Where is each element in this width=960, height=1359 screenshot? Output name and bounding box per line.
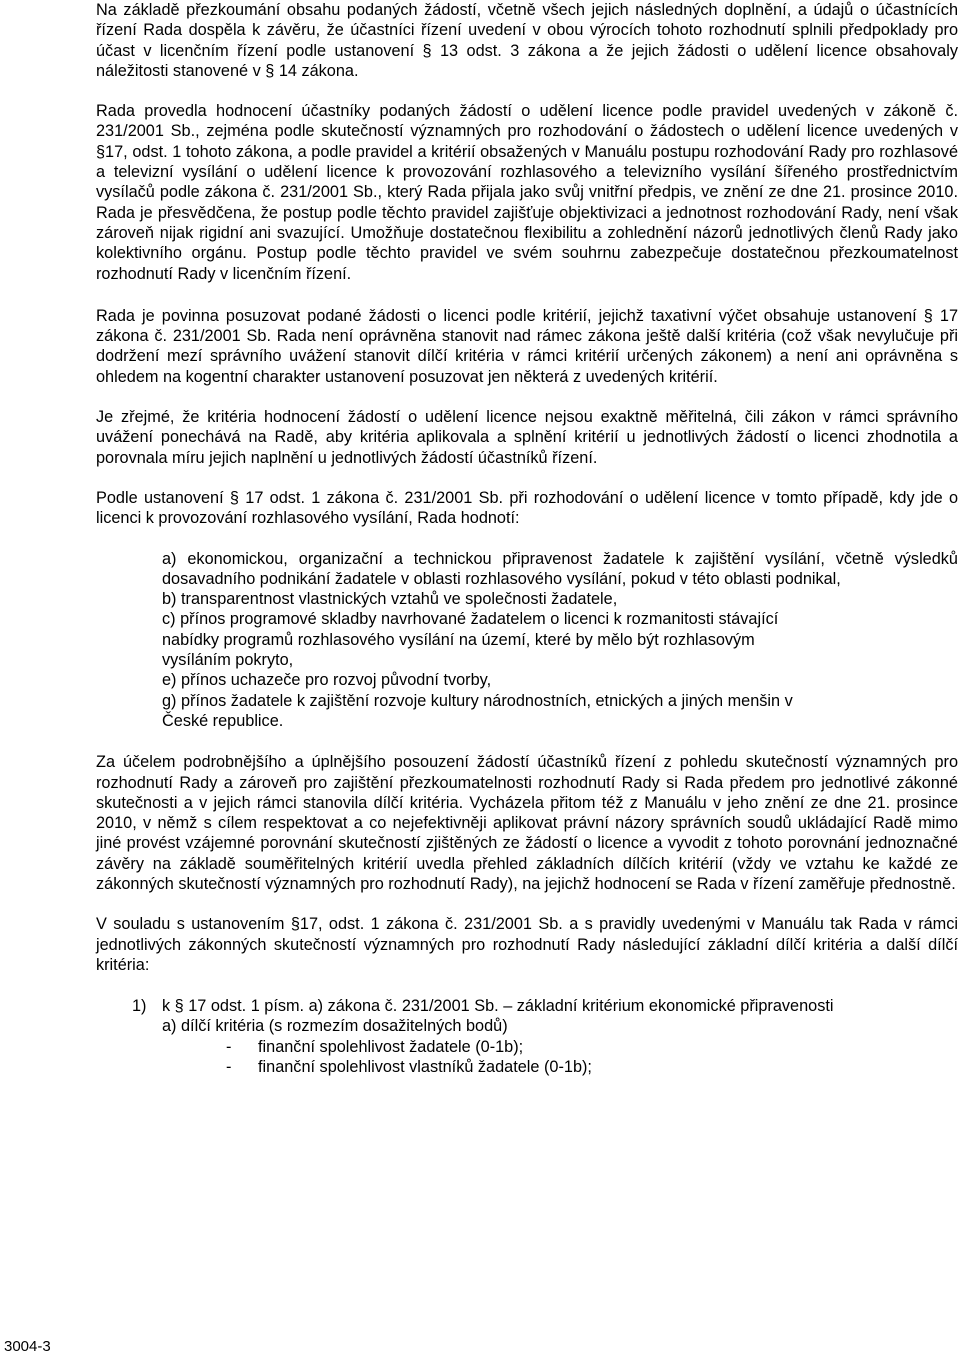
list-item: g) přínos žadatele k zajištění rozvoje kultury národnostních, etnických a jiných menšin v České republice. — [162, 691, 793, 730]
paragraph-subcriteria-purpose: Za účelem podrobnějšího a úplnějšího posouzení žádostí účastníků řízení z pohledu skutečností významných pro rozhodnutí Rady a zároveň pro zajištění přezkoumatelnosti rozhodnutí Rady si Rada předem pro jednotlivé zákonné skutečnosti a v jejich rámci stanovila dílčí kritéria. Vycházela přitom též z Manuálu v jeho znění ze dne 21. prosince 2010, v němž s cílem respektovat a co nejefektivněji aplikovat právní názory správních soudů ukládající Radě mimo jiné provést vzájemné porovnání skutečností zjištěných ze žádostí o licence a vyvodit z tohoto porovnání jednoznačné závěry na základě souměřitelných kritérií uvedla přehled základních dílčích kritérií (vždy ve vztahu ke každé ze zákonných skutečností významných pro rozhodnutí Rady), na jejichž hodnocení se Rada v řízení zaměřuje přednostně. — [96, 753, 958, 893]
numbered-criteria-list — [96, 996, 958, 1077]
dash-bullet: - — [226, 1058, 232, 1077]
list-item: b) transparentnost vlastnických vztahů ve společnosti žadatele, — [162, 590, 618, 609]
paragraph-criteria-intro: Podle ustanovení § 17 odst. 1 zákona č. 231/2001 Sb. při rozhodování o udělení licence v tomto případě, kdy jde o licenci k provozování rozhlasového vysílání, Rada hodnotí: — [96, 488, 958, 528]
dash-item-text: finanční spolehlivost žadatele (0-1b); — [258, 1037, 524, 1056]
dash-item — [96, 1037, 958, 1057]
page-code: 3004-3 — [4, 1338, 51, 1355]
document-page — [96, 0, 958, 1077]
numbered-item — [96, 996, 958, 1016]
list-item: a) ekonomickou, organizační a technickou připravenost žadatele k zajištění vysílání, včetně výsledků dosavadního podnikání žadatele v oblasti rozhlasového vysílání, pokud v této oblasti podnikal, — [162, 549, 958, 588]
paragraph-subcriteria-intro: V souladu s ustanovením §17, odst. 1 zákona č. 231/2001 Sb. a s pravidly uvedenými v Manuálu tak Rada v rámci jednotlivých zákonných skutečností významných pro rozhodnutí Rady následující základní dílčí kritéria a další dílčí kritéria: — [96, 915, 958, 974]
dash-item-text: finanční spolehlivost vlastníků žadatele (0-1b); — [258, 1058, 592, 1077]
criteria-list — [162, 549, 958, 732]
sub-heading: a) dílčí kritéria (s rozmezím dosažitelných bodů) — [162, 1017, 508, 1036]
paragraph-evaluation-rules: Rada provedla hodnocení účastníky podaných žádostí o udělení licence podle pravidel uvedených v zákoně č. 231/2001 Sb., zejména podle skutečností významných pro rozhodování o žádostech o udělení licence uvedených v §17, odst. 1 tohoto zákona, a podle pravidel a kritérií obsažených v Manuálu postupu rozhodování Rady pro rozhlasové a televizní vysílání o udělení licence k provozování rozhlasového a televizního vysílání šířeného prostřednictvím vysílačů podle zákona č. 231/2001 Sb., který Rada přijala jako svůj vnitřní předpis, ve znění ze dne 21. prosince 2010. Rada je přesvědčena, že postup podle těchto pravidel zajišťuje objektivizaci a jednotnost rozhodování Rady, není však zároveň nijak rigidní ani svazující. Umožňuje dostatečnou flexibilitu a zohlednění názorů jednotlivých členů Rady jako kolektivního orgánu. Postup podle těchto pravidel ve svém souhrnu zabezpečuje dostatečnou přezkoumatelnost rozhodnutí Rady v licenčním řízení. — [96, 102, 958, 283]
list-item: e) přínos uchazeče pro rozvoj původní tvorby, — [162, 671, 492, 690]
paragraph-review-conclusion: Na základě přezkoumání obsahu podaných žádostí, včetně všech jejich následných doplnění, a údajů o účastnících řízení Rada dospěla k závěru, že účastníci řízení uvedení v obou výrocích tohoto rozhodnutí splnili předpoklady pro účast v licenčním řízení podle ustanovení § 13 odst. 3 zákona a že jejich žádosti o udělení licence obsahovaly náležitosti stanovené v § 14 zákona. — [96, 1, 958, 80]
paragraph-criteria-obligation: Rada je povinna posuzovat podané žádosti o licenci podle kritérií, jejichž taxativní výčet obsahuje ustanovení § 17 zákona č. 231/2001 Sb. Rada není oprávněna stanovit nad rámec zákona ještě další kritéria (což však nevylučuje při dodržení mezí správního uvážení stanovit dílčí kritéria v rámci kritérií určených zákonem) a není ani oprávněna s ohledem na kogentní charakter ustanovení posuzovat jen některá z uvedených kritérií. — [96, 306, 958, 386]
item-number: 1) — [132, 997, 147, 1016]
dash-item — [96, 1057, 958, 1077]
dash-bullet: - — [226, 1037, 232, 1056]
paragraph-discretion: Je zřejmé, že kritéria hodnocení žádostí o udělení licence nejsou exaktně měřitelná, čili zákon v rámci správního uvážení ponechává na Radě, aby kritéria aplikovala a splnění kritérií u jednotlivých žádostí o licenci zhodnotila a porovnala míru jejich naplnění u jednotlivých žádostí účastníků řízení. — [96, 408, 958, 467]
list-item: c) přínos programové skladby navrhované žadatelem o licenci k rozmanitosti stávající nabídky programů rozhlasového vysílání na území, které by mělo být rozhlasovým vysíláním pokryto, — [162, 610, 779, 670]
item-text: k § 17 odst. 1 písm. a) zákona č. 231/2001 Sb. – základní kritérium ekonomické připravenosti — [162, 997, 834, 1016]
